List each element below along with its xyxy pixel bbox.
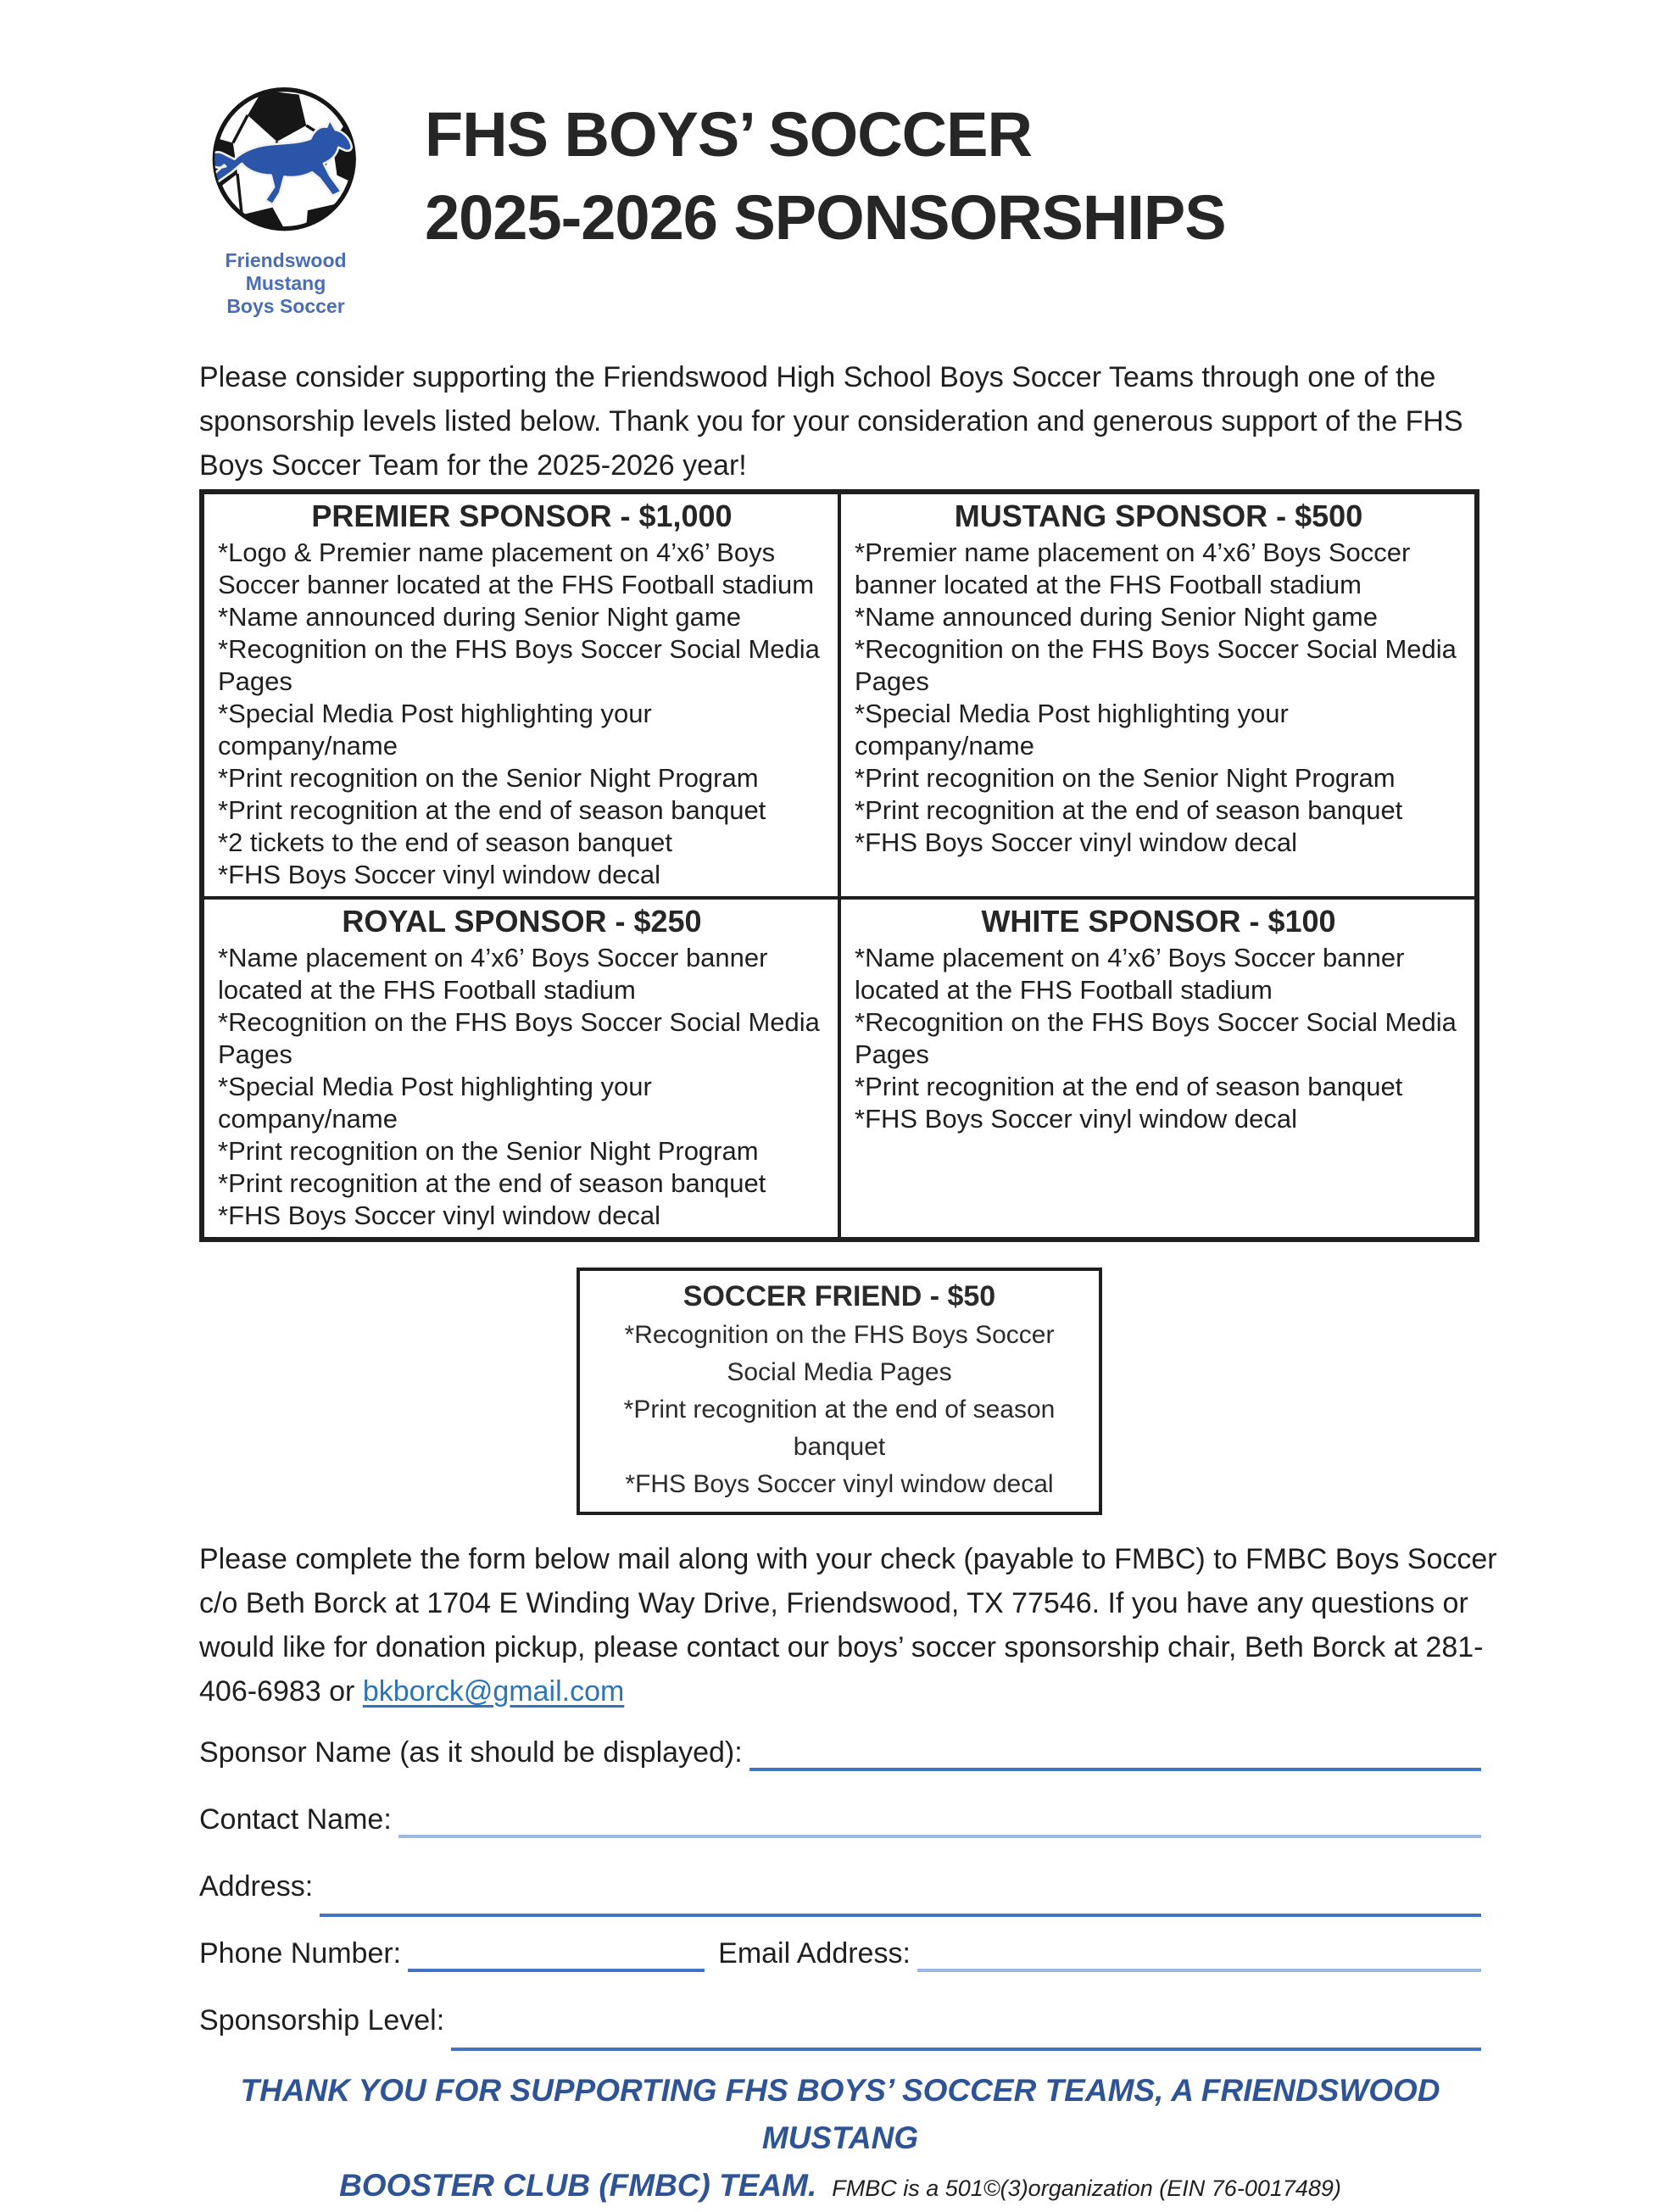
benefit-line: *Recognition on the FHS Boys Soccer Social Media Pages (218, 634, 820, 696)
sponsor-name-row (199, 1732, 1481, 1771)
sponsorship-level-line (451, 2014, 1481, 2051)
benefit-line: *Print recognition at the end of season banquet (218, 795, 766, 825)
benefit-line: *Print recognition at the end of season banquet (623, 1396, 1056, 1461)
contact-name-row (199, 1799, 1481, 1838)
header (199, 75, 1479, 318)
tier-benefits (855, 942, 1462, 1135)
sponsor-name-line (749, 1734, 1481, 1771)
tier-title: WHITE SPONSOR - $100 (981, 904, 1336, 939)
benefit-line: *FHS Boys Soccer vinyl window decal (855, 1104, 1298, 1134)
benefit-line: *FHS Boys Soccer vinyl window decal (855, 827, 1298, 857)
phone-line (408, 1935, 705, 1972)
sponsor-tier-table (199, 489, 1479, 1242)
intro-paragraph: Please consider supporting the Friendswood High School Boys Soccer Teams through one of the sponsorship levels listed below. Thank you for your consideration and generous support of the FHS Boys Soccer Team for the 2025-2026 year! (199, 361, 1463, 482)
footer-thanks-line2 (199, 2162, 1481, 2212)
benefit-line: *Logo & Premier name placement on 4’x6’ Boys Soccer banner located at the FHS Football stadium (218, 538, 815, 599)
benefit-line: *Print recognition at the end of season banquet (855, 795, 1403, 825)
benefit-line: *Name announced during Senior Night game (218, 602, 741, 632)
footer (199, 2067, 1481, 2212)
soccer-ball-icon (205, 80, 366, 246)
tier-cell-royal (203, 898, 839, 1239)
benefit-line: *Print recognition on the Senior Night Program (855, 763, 1396, 793)
tier-cell-premier (203, 493, 839, 898)
phone-email-row (199, 1933, 1481, 1972)
benefit-line: *FHS Boys Soccer vinyl window decal (218, 1201, 661, 1230)
title-line-1: FHS BOYS’ SOCCER (425, 99, 1032, 170)
sponsorship-level-row (199, 2000, 1481, 2039)
phone-label: Phone Number: (199, 1937, 402, 1970)
footer-thanks-line1: THANK YOU FOR SUPPORTING FHS BOYS’ SOCCER TEAMS, A FRIENDSWOOD MUSTANG (240, 2073, 1440, 2155)
tier-benefits (218, 537, 826, 891)
address-line (320, 1880, 1481, 1917)
benefit-line: *Recognition on the FHS Boys Soccer Social Media Pages (855, 634, 1457, 696)
tier-benefits (218, 942, 826, 1232)
benefit-line: *FHS Boys Soccer vinyl window decal (625, 1470, 1054, 1498)
tier-title: MUSTANG SPONSOR - $500 (954, 499, 1363, 533)
benefit-line: *Print recognition on the Senior Night Program (218, 1136, 759, 1166)
logo-caption (199, 249, 372, 318)
title-line-2: 2025-2026 SPONSORSHIPS (425, 182, 1226, 253)
email-label: Email Address: (718, 1937, 911, 1970)
benefit-line: *Print recognition on the Senior Night Program (218, 763, 759, 793)
benefit-line: *Recognition on the FHS Boys Soccer Social Media Pages (218, 1007, 820, 1069)
benefit-line: *Name placement on 4’x6’ Boys Soccer banner located at the FHS Football stadium (218, 943, 768, 1005)
address-label: Address: (199, 1870, 314, 1903)
tier-cell-mustang (839, 493, 1476, 898)
contact-name-line (398, 1801, 1481, 1838)
tier-title: PREMIER SPONSOR - $1,000 (311, 499, 733, 533)
benefit-line: *Recognition on the FHS Boys Soccer Social Media Pages (855, 1007, 1457, 1069)
address-row (199, 1866, 1481, 1905)
team-logo (199, 80, 372, 318)
tier-title: ROYAL SPONSOR - $250 (342, 904, 702, 939)
footer-thanks-line2-text: BOOSTER CLUB (FMBC) TEAM. (339, 2168, 817, 2203)
sponsor-name-label: Sponsor Name (as it should be displayed): (199, 1736, 743, 1769)
benefit-line: *FHS Boys Soccer vinyl window decal (218, 860, 661, 889)
friend-box-title: SOCCER FRIEND - $50 (682, 1280, 996, 1312)
benefit-line: *Print recognition at the end of season banquet (218, 1168, 766, 1198)
email-line (917, 1935, 1481, 1972)
tier-cell-white (839, 898, 1476, 1239)
benefit-line: *Special Media Post highlighting your company/name (218, 699, 652, 761)
friend-box-benefits (592, 1317, 1087, 1503)
email-link[interactable]: bkborck@gmail.com (362, 1675, 625, 1708)
benefit-line: *Special Media Post highlighting your company/name (855, 699, 1289, 761)
benefit-line: *Recognition on the FHS Boys Soccer Social Media Pages (624, 1321, 1055, 1386)
soccer-friend-box (577, 1268, 1102, 1515)
benefit-line: *Print recognition at the end of season banquet (855, 1072, 1403, 1101)
page-title (425, 93, 1226, 259)
contact-name-label: Contact Name: (199, 1803, 392, 1836)
mailing-instructions (199, 1537, 1500, 1713)
benefit-line: *2 tickets to the end of season banquet (218, 827, 672, 857)
instructions-text: Please complete the form below mail along with your check (payable to FMBC) to FMBC Boys Soccer c/o Beth Borck at 1704 E Winding Way Drive, Friendswood, TX 77546. If you have any questions or would like for donation pickup, please contact our boys’ soccer sponsorship chair, Beth Borck at 281-406-6983 or (199, 1543, 1497, 1708)
logo-caption-line1: Friendswood Mustang (225, 249, 347, 294)
sponsor-form (199, 1732, 1481, 2039)
benefit-line: *Premier name placement on 4’x6’ Boys Soccer banner located at the FHS Football stadium (855, 538, 1411, 599)
benefit-line: *Special Media Post highlighting your company/name (218, 1072, 652, 1134)
logo-caption-line2: Boys Soccer (226, 295, 345, 317)
footer-fine-print: FMBC is a 501©(3)organization (EIN 76-0017489) (832, 2176, 1341, 2201)
sponsorship-level-label: Sponsorship Level: (199, 2004, 445, 2036)
benefit-line: *Name placement on 4’x6’ Boys Soccer banner located at the FHS Football stadium (855, 943, 1405, 1005)
benefit-line: *Name announced during Senior Night game (855, 602, 1378, 632)
tier-benefits (855, 537, 1462, 859)
